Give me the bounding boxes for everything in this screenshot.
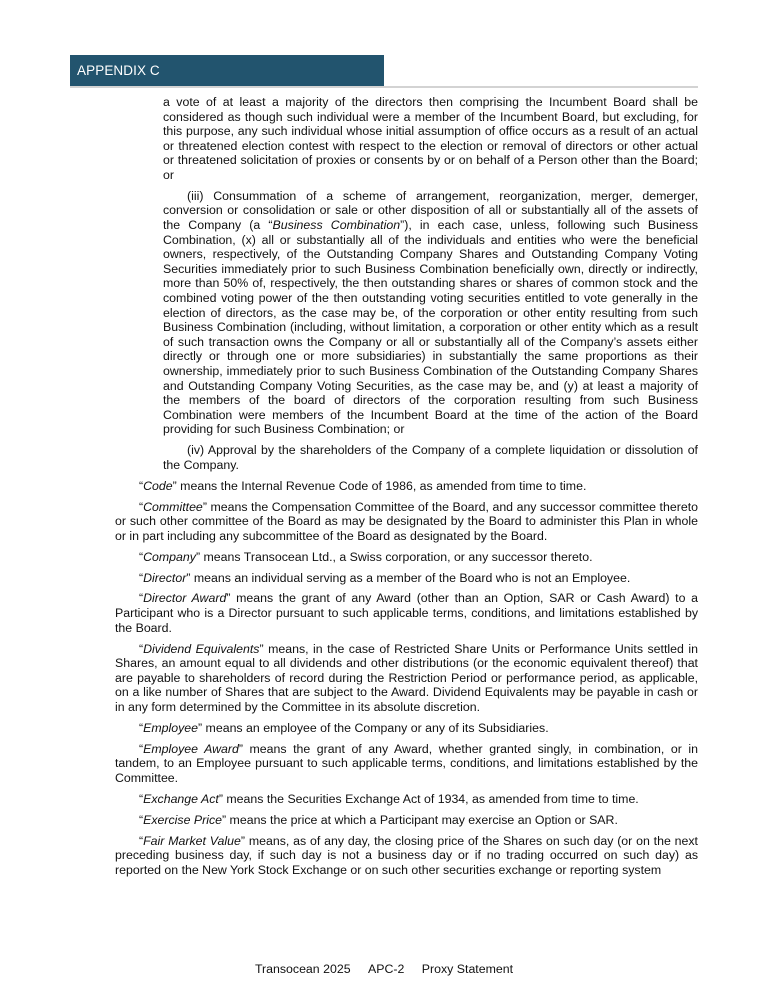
defined-term: Dividend Equivalents <box>143 641 260 656</box>
incumbent-board-continuation: a vote of at least a majority of the directors then comprising the Incumbent Board shall be considered as though such individual were a member of the Incumbent Board, but excluding, for this purpose, any such individual whose initial assumption of office occurs as a result of an actual or threatened election contest with respect to the election or removal of directors or other actual or threatened solicitation of proxies or consents by or on behalf of a Person other than the Board; or <box>163 95 698 182</box>
defined-term: Code <box>143 478 173 493</box>
footer-company-year: Transocean 2025 <box>254 962 351 976</box>
definition-director: “Director” means an individual serving as a member of the Board who is not an Employee. <box>139 570 631 585</box>
clause-iv-liquidation: (iv) Approval by the shareholders of the Company of a complete liquidation or dissolution of the Company. <box>163 443 698 472</box>
definition-company: “Company” means Transocean Ltd., a Swiss corporation, or any successor thereto. <box>139 549 593 564</box>
defined-term: Director Award <box>143 591 227 606</box>
defined-term: Employee <box>143 720 199 735</box>
clause-iii-business-combination: (iii) Consummation of a scheme of arrangement, reorganization, merger, demerger, conversion or consolidation or sale or other disposition of all or substantially all of the assets of the Company (a “Business Combination”), in each case, unless, following such Business Combination, (x) all or substantially all of the individuals and entities who were the beneficial owners, respectively, of the Outstanding Company Shares and Outstanding Company Voting Securities immediately prior to such Business Combination beneficially own, directly or indirectly, more than 50% of, respectively, the then outstanding shares or shares of common stock and the combined voting power of the then outstanding voting securities entitled to vote generally in the election of directors, as the case may be, of the corporation or other entity resulting from such Business Combination (including, without limitation, a corporation or other entity which as a result of such transaction owns the Company or all or substantially all of the Company’s assets either directly or through one or more subsidiaries) in substantially the same proportions as their ownership, immediately prior to such Business Combination of the Outstanding Company Shares and Outstanding Company Voting Securities, as the case may be, and (y) at least a majority of the members of the board of directors of the corporation resulting from such Business Combination were members of the Incumbent Board at the time of the action of the Board providing for such Business Combination; or <box>163 188 698 437</box>
defined-term: Director <box>143 570 187 585</box>
defined-term: Exercise Price <box>143 812 223 827</box>
defined-term: Company <box>143 549 196 564</box>
defined-term: Committee <box>143 499 203 514</box>
definition-code: “Code” means the Internal Revenue Code of 1986, as amended from time to time. <box>139 478 587 493</box>
defined-term: Business Combination <box>272 218 401 233</box>
definition-exchange-act: “Exchange Act” means the Securities Exchange Act of 1934, as amended from time to time. <box>139 791 639 806</box>
header-divider <box>70 86 698 88</box>
defined-term: Exchange Act <box>143 791 219 806</box>
defined-term: Fair Market Value <box>143 833 241 848</box>
page-footer <box>0 962 768 976</box>
footer-page-number: APC-2 <box>368 962 405 976</box>
definition-fair-market-value: “Fair Market Value” means, as of any day, the closing price of the Shares on such day (or on the next preceding business day, if such day is not a business day or if no trading occurred on such day) as reported on the New York Stock Exchange or on such other securities exchange or reporting system <box>115 833 698 877</box>
appendix-header-bar <box>70 55 384 86</box>
defined-term: Employee Award <box>143 741 239 756</box>
definition-employee-award: “Employee Award” means the grant of any Award, whether granted singly, in combination, or in tandem, to an Employee pursuant to such applicable terms, conditions, and limitations established by the Committee. <box>115 741 698 785</box>
definition-director-award: “Director Award” means the grant of any Award (other than an Option, SAR or Cash Award) to a Participant who is a Director pursuant to such applicable terms, conditions, and limitations established by the Board. <box>115 591 698 635</box>
definition-employee: “Employee” means an employee of the Company or any of its Subsidiaries. <box>139 720 549 735</box>
appendix-label: APPENDIX C <box>77 63 160 78</box>
footer-document-name: Proxy Statement <box>421 962 514 976</box>
definition-dividend-equivalents: “Dividend Equivalents” means, in the case of Restricted Share Units or Performance Units settled in Shares, an amount equal to all dividends and other distributions (or the economic equivalent thereof) that are payable to shareholders of record during the Restriction Period or performance period, as applicable, on a like number of Shares that are subject to the Award. Dividend Equivalents may be payable in cash or in any form determined by the Committee in its absolute discretion. <box>115 641 698 714</box>
definition-exercise-price: “Exercise Price” means the price at which a Participant may exercise an Option or SAR. <box>139 812 618 827</box>
document-body <box>115 95 698 884</box>
definition-committee: “Committee” means the Compensation Committee of the Board, and any successor committee thereto or such other committee of the Board as may be designated by the Board to administer this Plan in whole or in part including any subcommittee of the Board as designated by the Board. <box>115 499 698 543</box>
